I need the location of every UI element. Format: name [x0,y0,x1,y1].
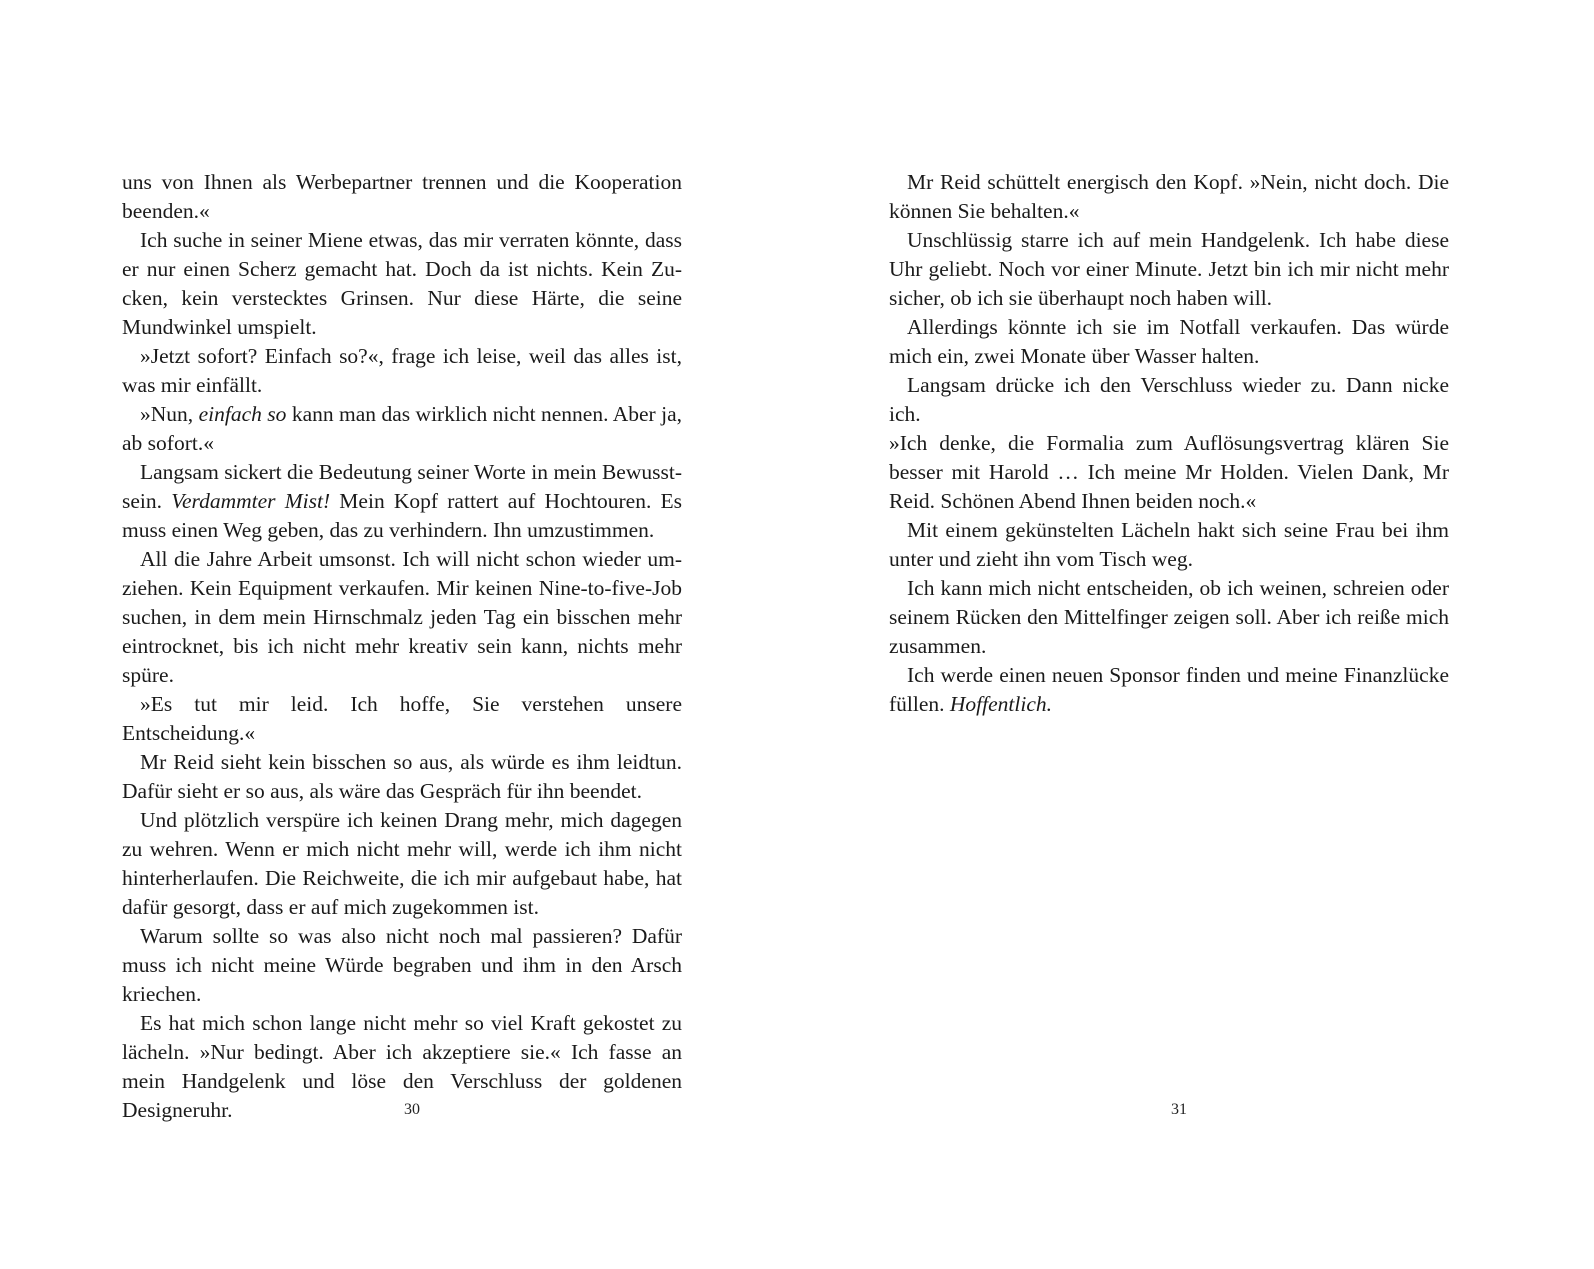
text-run: Langsam sickert die Bedeutung seiner Worte in mein Bewusstsein. [122,460,682,513]
paragraph [889,429,1449,516]
text-run: Mr Reid schüttelt energisch den Kopf. »Nein, nicht doch. Die können Sie behalten.« [889,170,1449,223]
paragraph [122,690,682,748]
text-run: Und plötzlich verspüre ich keinen Drang mehr, mich dagegen zu wehren. Wenn er mich nicht mehr will, werde ich ihm nicht hinterherlaufen. Die Reichweite, die ich mir aufgebaut habe, hat dafür gesorgt, dass er auf mich zugekommen ist. [122,808,682,919]
text-run: Mr Reid sieht kein bisschen so aus, als würde es ihm leidtun. Dafür sieht er so aus, als wäre das Gespräch für ihn beendet. [122,750,682,803]
left-page-text [122,168,682,1125]
text-run: »Nun, [140,402,199,426]
right-page-text [889,168,1449,719]
page-number-left: 30 [404,1101,420,1118]
page-number-right: 31 [1171,1101,1187,1118]
text-run: Ich kann mich nicht entscheiden, ob ich weinen, schreien oder seinem Rücken den Mittelfinger zeigen soll. Aber ich reiße mich zusammen. [889,576,1449,658]
paragraph [122,226,682,342]
text-run: »Ich denke, die Formalia zum Auflösungsvertrag klären Sie besser mit Harold … Ich meine Mr Holden. Vielen Dank, Mr Reid. Schönen Abend Ihnen beiden noch.« [889,431,1449,513]
text-run: Unschlüssig starre ich auf mein Handgelenk. Ich habe diese Uhr geliebt. Noch vor einer Minute. Jetzt bin ich mir nicht mehr sicher, ob ich sie überhaupt noch haben will. [889,228,1449,310]
text-run: Es hat mich schon lange nicht mehr so viel Kraft gekostet zu lächeln. »Nur bedingt. Aber ich akzeptiere sie.« Ich fasse an mein Handgelenk und löse den Verschluss der goldenen Designeruhr. [122,1011,682,1122]
text-run: »Es tut mir leid. Ich hoffe, Sie verstehen unsere Entscheidung.« [122,692,682,745]
paragraph [122,168,682,226]
paragraph [889,661,1449,719]
text-run: »Jetzt sofort? Einfach so?«, frage ich leise, weil das alles ist, was mir einfällt. [122,344,682,397]
paragraph [122,545,682,690]
paragraph [122,748,682,806]
text-run: Warum sollte so was also nicht noch mal passieren? Dafür muss ich nicht meine Würde begraben und ihm in den Arsch kriechen. [122,924,682,1006]
text-run: Ich werde einen neuen Sponsor finden und meine Finanzlücke füllen. [889,663,1449,716]
text-run: All die Jahre Arbeit umsonst. Ich will nicht schon wieder umziehen. Kein Equipment verkaufen. Mir keinen Nine-to-five-Job suchen, in dem mein Hirnschmalz jeden Tag ein bisschen mehr eintrocknet, bis ich nicht mehr kreativ sein kann, nichts mehr spüre. [122,547,682,687]
paragraph [122,342,682,400]
paragraph [122,922,682,1009]
italic-text: Verdammter Mist! [171,489,331,513]
paragraph [889,168,1449,226]
text-run: Mit einem gekünstelten Lächeln hakt sich seine Frau bei ihm unter und zieht ihn vom Tisch weg. [889,518,1449,571]
paragraph [122,806,682,922]
paragraph [889,313,1449,371]
paragraph [889,516,1449,574]
paragraph [122,458,682,545]
italic-text: Hoffentlich. [949,692,1053,716]
text-run: Ich suche in seiner Miene etwas, das mir verraten könnte, dass er nur einen Scherz gemacht hat. Doch da ist nichts. Kein Zucken, kein verstecktes Grinsen. Nur diese Härte, die seine Mundwinkel umspielt. [122,228,682,339]
paragraph [122,400,682,458]
text-run: kann man das wirklich nicht nennen. Aber ja, ab sofort.« [122,402,682,455]
paragraph [889,371,1449,429]
text-run: uns von Ihnen als Werbepartner trennen und die Kooperation beenden.« [122,170,682,223]
paragraph [889,574,1449,661]
italic-text: einfach so [198,402,287,426]
text-run: Langsam drücke ich den Verschluss wieder zu. Dann nicke ich. [889,373,1449,426]
text-run: Mein Kopf rattert auf Hochtouren. Es muss einen Weg geben, das zu verhindern. Ihn umzustimmen. [122,489,683,542]
paragraph [889,226,1449,313]
text-run: Allerdings könnte ich sie im Notfall verkaufen. Das würde mich ein, zwei Monate über Wasser halten. [889,315,1449,368]
